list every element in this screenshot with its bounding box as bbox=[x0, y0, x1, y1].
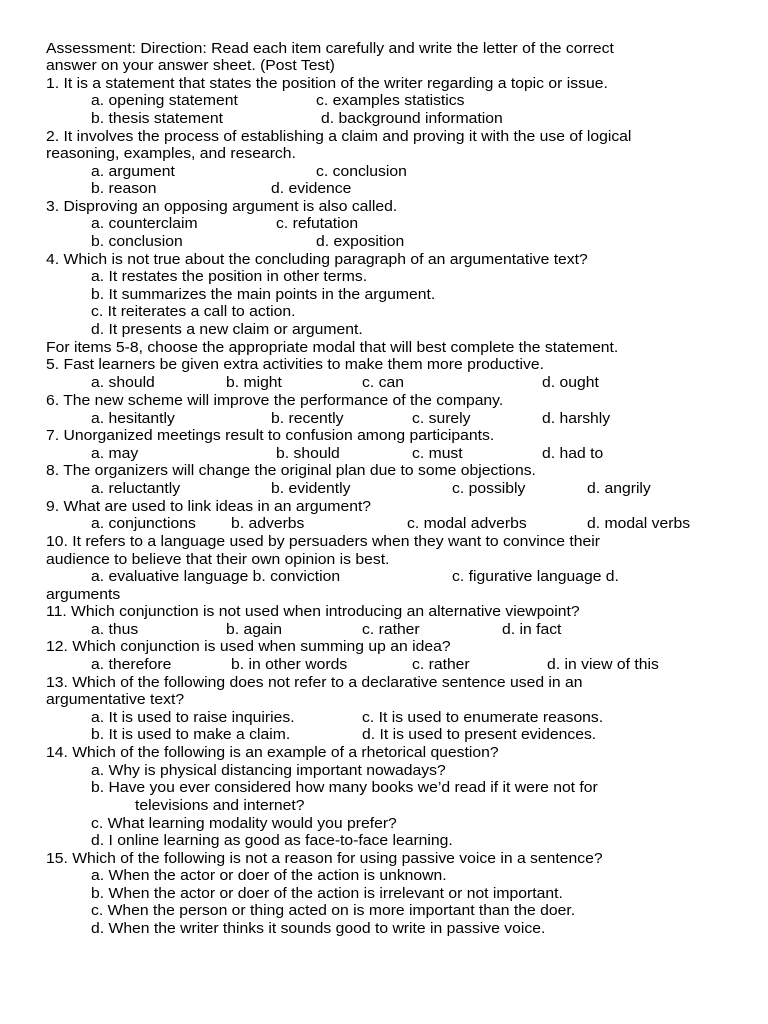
option-11d: d. in fact bbox=[502, 621, 562, 638]
option-5b: b. might bbox=[226, 374, 282, 391]
option-8d: d. angrily bbox=[587, 480, 651, 497]
option-7d: d. had to bbox=[542, 445, 604, 462]
option-7c: c. must bbox=[412, 445, 463, 462]
option-7b: b. should bbox=[276, 445, 340, 462]
option-1b: b. thesis statement bbox=[91, 110, 223, 127]
option-6b: b. recently bbox=[271, 410, 344, 427]
question-5-text: 5. Fast learners be given extra activities to make them more productive. bbox=[46, 356, 544, 373]
option-10cd: c. figurative language d. bbox=[452, 568, 619, 585]
option-1c: c. examples statistics bbox=[316, 92, 465, 109]
question-13-text: argumentative text? bbox=[46, 691, 185, 708]
question-4-text: 4. Which is not true about the concluding paragraph of an argumentative text? bbox=[46, 251, 588, 268]
question-13-text: 13. Which of the following does not refer to a declarative sentence used in an bbox=[46, 674, 583, 691]
option-3a: a. counterclaim bbox=[91, 215, 198, 232]
option-12c: c. rather bbox=[412, 656, 470, 673]
option-4d: d. It presents a new claim or argument. bbox=[91, 321, 363, 338]
question-11-text: 11. Which conjunction is not used when introducing an alternative viewpoint? bbox=[46, 603, 580, 620]
question-7-text: 7. Unorganized meetings result to confusion among participants. bbox=[46, 427, 495, 444]
option-1d: d. background information bbox=[321, 110, 503, 127]
question-10-text: audience to believe that their own opinion is best. bbox=[46, 551, 390, 568]
question-8-text: 8. The organizers will change the original plan due to some objections. bbox=[46, 462, 536, 479]
option-4a: a. It restates the position in other terms. bbox=[91, 268, 368, 285]
option-12b: b. in other words bbox=[231, 656, 348, 673]
option-14b: b. Have you ever considered how many books we’d read if it were not for bbox=[91, 779, 598, 796]
option-13a: a. It is used to raise inquiries. bbox=[91, 709, 295, 726]
option-9b: b. adverbs bbox=[231, 515, 305, 532]
option-3b: b. conclusion bbox=[91, 233, 183, 250]
option-2d: d. evidence bbox=[271, 180, 352, 197]
option-15d: d. When the writer thinks it sounds good to write in passive voice. bbox=[91, 920, 546, 937]
question-10-text: 10. It refers to a language used by persuaders when they want to convince their bbox=[46, 533, 600, 550]
option-6a: a. hesitantly bbox=[91, 410, 175, 427]
option-12d: d. in view of this bbox=[547, 656, 659, 673]
option-2a: a. argument bbox=[91, 163, 175, 180]
option-4b: b. It summarizes the main points in the argument. bbox=[91, 286, 436, 303]
option-12a: a. therefore bbox=[91, 656, 172, 673]
option-7a: a. may bbox=[91, 445, 139, 462]
question-2-text: 2. It involves the process of establishing a claim and proving it with the use of logical bbox=[46, 128, 632, 145]
option-1a: a. opening statement bbox=[91, 92, 238, 109]
option-14c: c. What learning modality would you prefer? bbox=[91, 815, 397, 832]
option-11a: a. thus bbox=[91, 621, 139, 638]
option-3c: c. refutation bbox=[276, 215, 359, 232]
option-2b: b. reason bbox=[91, 180, 157, 197]
option-14d: d. I online learning as good as face-to-face learning. bbox=[91, 832, 453, 849]
header-line: Assessment: Direction: Read each item carefully and write the letter of the correct bbox=[46, 40, 614, 57]
option-15c: c. When the person or thing acted on is more important than the doer. bbox=[91, 902, 576, 919]
option-11c: c. rather bbox=[362, 621, 420, 638]
question-2-text: reasoning, examples, and research. bbox=[46, 145, 296, 162]
header-line: answer on your answer sheet. (Post Test) bbox=[46, 57, 335, 74]
option-8a: a. reluctantly bbox=[91, 480, 181, 497]
question-15-text: 15. Which of the following is not a reason for using passive voice in a sentence? bbox=[46, 850, 603, 867]
option-3d: d. exposition bbox=[316, 233, 405, 250]
option-5c: c. can bbox=[362, 374, 404, 391]
option-8b: b. evidently bbox=[271, 480, 351, 497]
question-6-text: 6. The new scheme will improve the performance of the company. bbox=[46, 392, 504, 409]
option-15a: a. When the actor or doer of the action is unknown. bbox=[91, 867, 447, 884]
option-9a: a. conjunctions bbox=[91, 515, 196, 532]
option-14b-continued: televisions and internet? bbox=[135, 797, 305, 814]
option-9c: c. modal adverbs bbox=[407, 515, 527, 532]
question-1-text: 1. It is a statement that states the position of the writer regarding a topic or issue. bbox=[46, 75, 608, 92]
question-3-text: 3. Disproving an opposing argument is also called. bbox=[46, 198, 398, 215]
option-10ab: a. evaluative language b. conviction bbox=[91, 568, 341, 585]
option-6d: d. harshly bbox=[542, 410, 611, 427]
question-12-text: 12. Which conjunction is used when summing up an idea? bbox=[46, 638, 451, 655]
option-4c: c. It reiterates a call to action. bbox=[91, 303, 296, 320]
option-5a: a. should bbox=[91, 374, 155, 391]
option-6c: c. surely bbox=[412, 410, 471, 427]
option-2c: c. conclusion bbox=[316, 163, 407, 180]
option-8c: c. possibly bbox=[452, 480, 526, 497]
option-5d: d. ought bbox=[542, 374, 599, 391]
question-14-text: 14. Which of the following is an example of a rhetorical question? bbox=[46, 744, 499, 761]
option-9d: d. modal verbs bbox=[587, 515, 691, 532]
option-13c: c. It is used to enumerate reasons. bbox=[362, 709, 604, 726]
option-15b: b. When the actor or doer of the action is irrelevant or not important. bbox=[91, 885, 563, 902]
option-10d-continued: arguments bbox=[46, 586, 121, 603]
question-9-text: 9. What are used to link ideas in an argument? bbox=[46, 498, 372, 515]
option-13d: d. It is used to present evidences. bbox=[362, 726, 597, 743]
instruction-5-8: For items 5-8, choose the appropriate modal that will best complete the statement. bbox=[46, 339, 619, 356]
option-13b: b. It is used to make a claim. bbox=[91, 726, 291, 743]
option-11b: b. again bbox=[226, 621, 282, 638]
option-14a: a. Why is physical distancing important nowadays? bbox=[91, 762, 446, 779]
